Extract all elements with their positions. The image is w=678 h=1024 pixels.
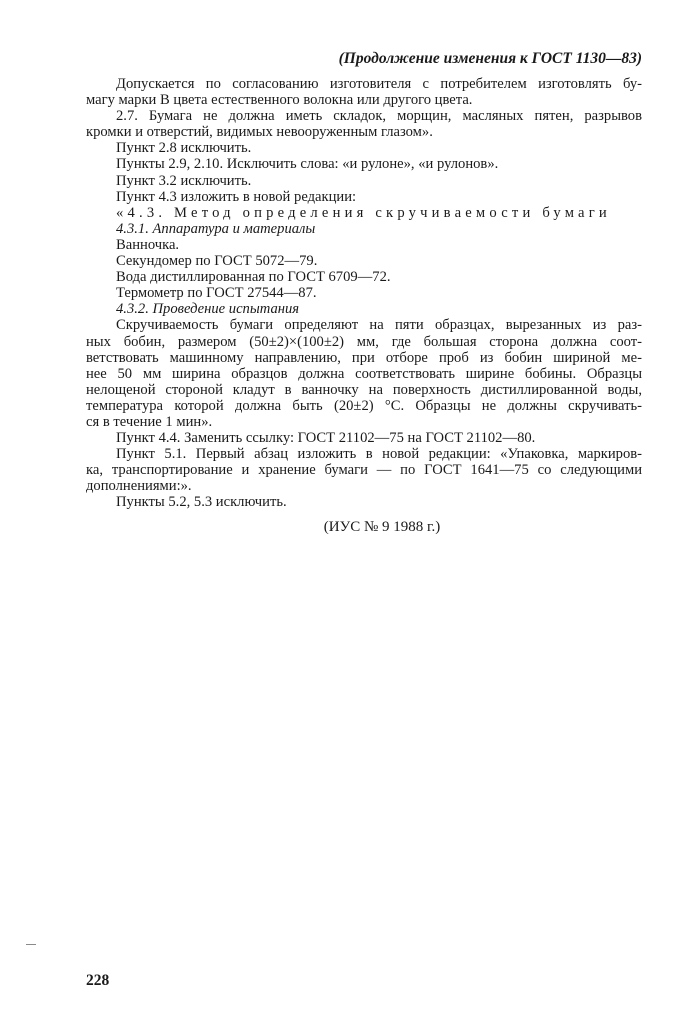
text-line: Пункт 3.2 исключить. <box>116 172 252 189</box>
text-line: ных бобин, размером (50±2)×(100±2) мм, где большая сторона должна соот- <box>86 333 642 350</box>
text-line: Пункт 4.3 изложить в новой редакции: <box>116 188 357 205</box>
text-line: Вода дистиллированная по ГОСТ 6709—72. <box>116 269 391 286</box>
text-line: Скручиваемость бумаги определяют на пяти образцах, вырезанных из раз- <box>116 317 642 334</box>
amendment-text <box>86 76 642 535</box>
text-line: ка, транспортирование и хранение бумаги — по ГОСТ 1641—75 со следующими <box>86 462 642 479</box>
text-line: ся в течение 1 мин». <box>86 413 213 430</box>
page-number: 228 <box>86 972 110 989</box>
margin-mark <box>26 944 36 945</box>
text-line: температура которой должна быть (20±2) °С. Образцы не должны скручивать- <box>86 397 642 414</box>
text-line: Пункты 5.2, 5.3 исключить. <box>116 494 287 511</box>
publication-reference: (ИУС № 9 1988 г.) <box>323 518 441 535</box>
text-line: кромки и отверстий, видимых невооруженным глазом». <box>86 124 433 141</box>
text-line: Пункт 2.8 исключить. <box>116 140 252 157</box>
text-line: Термометр по ГОСТ 27544—87. <box>116 285 317 302</box>
section-heading: «4.3. Метод определения скручиваемости бумаги <box>116 204 611 221</box>
subsection-heading: 4.3.1. Аппаратура и материалы <box>116 220 316 237</box>
text-line: Допускается по согласованию изготовителя с потребителем изготовлять бу- <box>116 76 642 92</box>
text-line: ветствовать машинному направлению, при отборе проб из бобин шириной ме- <box>86 349 642 366</box>
text-line: 2.7. Бумага не должна иметь складок, морщин, масляных пятен, разрывов <box>116 108 642 125</box>
text-line: магу марки В цвета естественного волокна или другого цвета. <box>86 92 473 109</box>
text-line: Пункт 5.1. Первый абзац изложить в новой редакции: «Упаковка, маркиров- <box>116 446 642 463</box>
text-line: Ванночка. <box>116 236 180 253</box>
continuation-header: (Продолжение изменения к ГОСТ 1130—83) <box>338 50 642 67</box>
text-line: Пункты 2.9, 2.10. Исключить слова: «и рулоне», «и рулонов». <box>116 156 499 173</box>
subsection-heading: 4.3.2. Проведение испытания <box>116 301 300 318</box>
spacer <box>86 511 642 519</box>
text-line: нелощеной стороной кладут в ванночку на поверхность дистиллированной воды, <box>86 381 642 398</box>
text-line: Секундомер по ГОСТ 5072—79. <box>116 253 318 270</box>
text-line: дополнениями:». <box>86 478 192 495</box>
text-line: Пункт 4.4. Заменить ссылку: ГОСТ 21102—75 на ГОСТ 21102—80. <box>116 430 536 447</box>
text-line: нее 50 мм ширина образцов должна соответствовать ширине бобины. Образцы <box>86 365 642 382</box>
